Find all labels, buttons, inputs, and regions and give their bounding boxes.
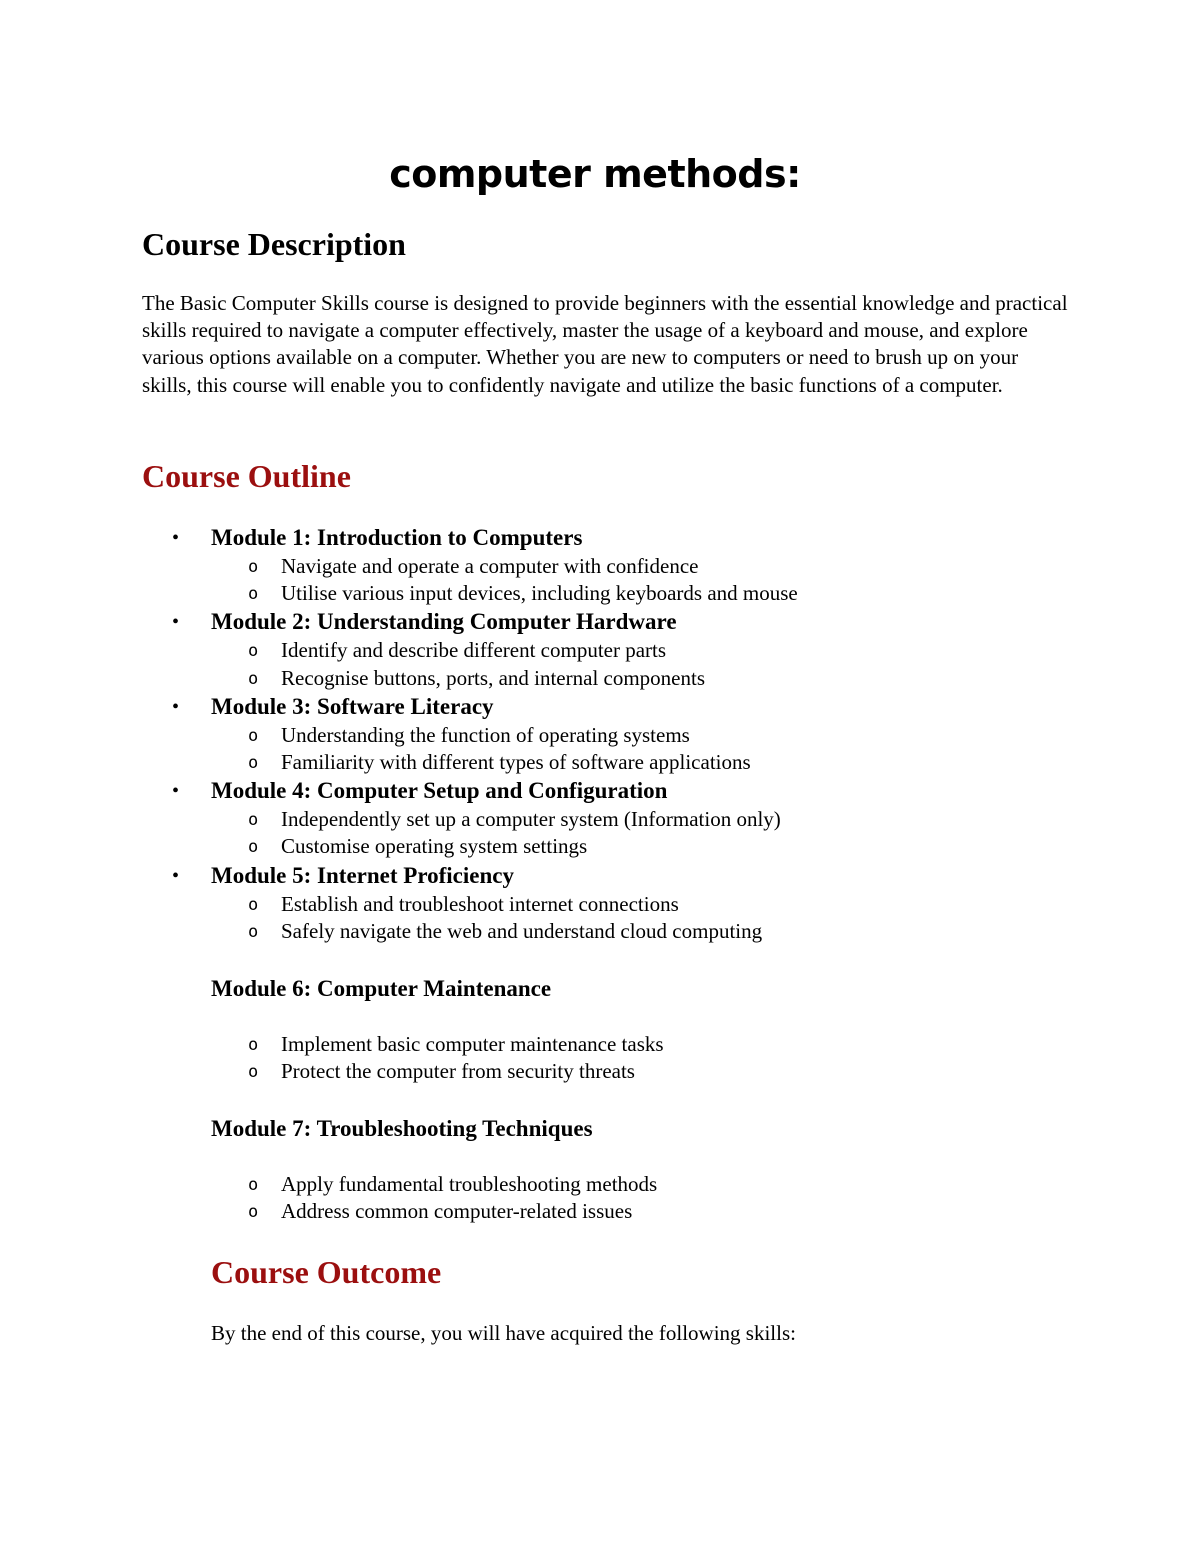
module-5 — [142, 861, 1092, 945]
list-item — [211, 806, 1092, 833]
list-item-text: Familiarity with different types of software applications — [281, 750, 751, 775]
list-item — [211, 722, 1092, 749]
bullet-icon: • — [172, 527, 180, 549]
module-7-title: Module 7: Troubleshooting Techniques — [211, 1116, 593, 1141]
list-item-text: Safely navigate the web and understand cloud computing — [281, 918, 763, 943]
course-outline-heading: Course Outline — [142, 458, 351, 494]
module-3 — [142, 692, 1092, 776]
module-6-items — [211, 1031, 1111, 1085]
circle-bullet-icon: o — [248, 557, 259, 577]
list-item — [211, 1171, 1111, 1198]
list-item-text: Address common computer-related issues — [281, 1199, 633, 1224]
circle-bullet-icon: o — [248, 753, 259, 774]
module-items — [211, 553, 1092, 607]
list-item — [211, 749, 1092, 776]
module-2 — [142, 607, 1092, 691]
module-6-title: Module 6: Computer Maintenance — [211, 976, 552, 1001]
circle-bullet-icon: o — [248, 641, 259, 662]
circle-bullet-icon: o — [248, 894, 259, 915]
list-item — [211, 891, 1092, 918]
list-item — [211, 553, 1092, 580]
module-title: Module 1: Introduction to Computers — [211, 525, 583, 550]
list-item-text: Protect the computer from security threats — [281, 1059, 635, 1084]
list-item-text: Customise operating system settings — [281, 834, 588, 859]
module-items — [211, 891, 1092, 945]
module-title: Module 5: Internet Proficiency — [211, 862, 514, 888]
list-item-text: Independently set up a computer system (Information only) — [281, 807, 781, 832]
list-item-text: Utilise various input devices, including keyboards and mouse — [281, 581, 798, 606]
course-outcome-heading: Course Outcome — [211, 1254, 442, 1290]
module-4 — [142, 776, 1092, 860]
module-items — [211, 806, 1092, 860]
list-item-text: Recognise buttons, ports, and internal components — [281, 665, 706, 690]
circle-bullet-icon: o — [248, 1202, 259, 1223]
bullet-icon: • — [172, 695, 180, 718]
course-outline-list — [142, 523, 1092, 945]
list-item-text: Apply fundamental troubleshooting methods — [281, 1172, 658, 1196]
list-item-text: Navigate and operate a computer with confidence — [281, 554, 699, 578]
list-item-text: Identify and describe different computer parts — [281, 638, 667, 663]
bullet-icon: • — [172, 611, 180, 634]
list-item — [211, 1031, 1111, 1058]
module-1 — [142, 523, 1092, 607]
list-item-text: Establish and troubleshoot internet connections — [281, 891, 679, 916]
bullet-icon: • — [172, 780, 180, 803]
course-description-heading: Course Description — [142, 226, 406, 262]
circle-bullet-icon: o — [248, 1062, 259, 1083]
course-outcome-text: By the end of this course, you will have acquired the following skills: — [211, 1321, 796, 1345]
document-title: computer methods: — [389, 152, 801, 196]
list-item — [211, 637, 1092, 664]
module-title: Module 2: Understanding Computer Hardware — [211, 609, 677, 635]
list-item — [211, 580, 1092, 607]
bullet-icon: • — [172, 864, 180, 887]
module-items — [211, 722, 1092, 776]
module-title: Module 4: Computer Setup and Configuration — [211, 778, 668, 804]
list-item — [211, 1058, 1111, 1085]
list-item-text: Understanding the function of operating systems — [281, 722, 690, 747]
list-item-text: Implement basic computer maintenance tasks — [281, 1032, 664, 1056]
module-7-items — [211, 1171, 1111, 1225]
circle-bullet-icon: o — [248, 1035, 259, 1055]
circle-bullet-icon: o — [248, 810, 259, 831]
circle-bullet-icon: o — [248, 668, 259, 689]
module-title: Module 3: Software Literacy — [211, 693, 494, 719]
list-item — [211, 665, 1092, 692]
circle-bullet-icon: o — [248, 921, 259, 942]
module-items — [211, 637, 1092, 691]
course-description-text: The Basic Computer Skills course is designed to provide beginners with the essential knowledge and practical skills required to navigate a computer effectively, master the usage of a keyboard and mouse, and explore various options available on a computer. Whether you are new to computers or need to brush up on your skills, this course will enable you to confidently navigate and utilize the basic functions of a computer. — [142, 291, 1068, 397]
list-item — [211, 918, 1092, 945]
circle-bullet-icon: o — [248, 584, 259, 605]
list-item — [211, 833, 1092, 860]
circle-bullet-icon: o — [248, 725, 259, 746]
circle-bullet-icon: o — [248, 1175, 259, 1195]
list-item — [211, 1198, 1111, 1225]
circle-bullet-icon: o — [248, 837, 259, 858]
